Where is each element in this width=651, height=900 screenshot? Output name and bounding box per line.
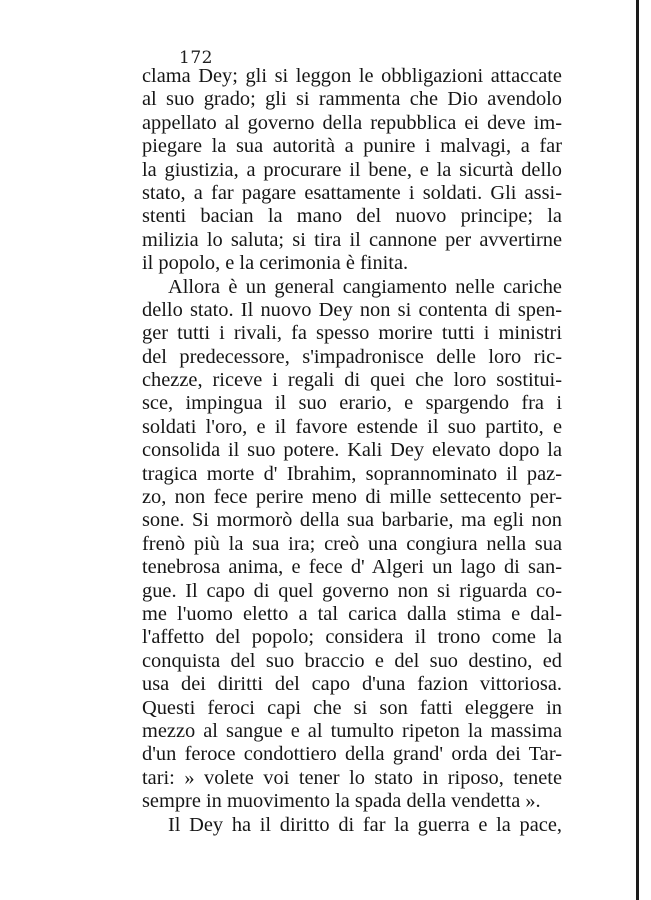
text-line: chezze, riceve i regali di quei che loro sostitui- [142,369,562,392]
text-line: piegare la sua autorità a punire i malvagi, a far [142,135,562,158]
text-line: conquista del suo braccio e del suo destino, ed [142,649,562,672]
text-line: ger tutti i rivali, fa spesso morire tutti i ministri [142,322,562,345]
text-line: Questi feroci capi che si son fatti eleggere in [142,696,562,719]
text-line: sone. Si mormorò della sua barbarie, ma egli non [142,509,562,532]
text-line: frenò più la sua ira; creò una congiura nella sua [142,532,562,555]
text-line: tragica morte d' Ibrahim, soprannominato il paz- [142,462,562,485]
text-line: sce, impingua il suo erario, e spargendo fra i [142,392,562,415]
text-line: Allora è un general cangiamento nelle cariche [168,275,562,298]
text-line: soldati l'oro, e il favore estende il suo partito, e [142,415,562,438]
text-line: appellato al governo della repubblica ei deve im- [142,111,562,134]
text-line: milizia lo saluta; si tira il cannone per avvertirne [142,228,562,251]
text-line: mezzo al sangue e al tumulto ripeton la massima [142,719,562,742]
text-line: il popolo, e la cerimonia è finita. [142,252,409,275]
text-line: l'affetto del popolo; considera il trono come la [142,626,562,649]
body-text [142,65,562,837]
text-line: me l'uomo eletto a tal carica dalla stima e dal- [142,602,562,625]
text-line: stenti bacian la mano del nuovo principe; la [142,205,562,228]
text-line: sempre in muovimento la spada della vendetta ». [142,790,541,813]
page-edge-divider [636,0,639,900]
text-line: usa dei diritti del capo d'una fazion vittoriosa. [142,673,562,696]
text-line: tari: » volete voi tener lo stato in riposo, tenete [142,766,562,789]
text-line: del predecessore, s'impadronisce delle loro ric- [142,345,562,368]
text-line: la giustizia, a procurare il bene, e la sicurtà dello [142,158,562,181]
text-line: stato, a far pagare esattamente i soldati. Gli assi- [142,181,562,204]
text-line: consolida il suo potere. Kali Dey elevato dopo la [142,439,562,462]
text-line: zo, non fece perire meno di mille settecento per- [142,486,562,509]
text-line: al suo grado; gli si rammenta che Dio avendolo [142,88,562,111]
page-number: 172 [179,48,213,68]
text-line: clama Dey; gli si leggon le obbligazioni attaccate [142,65,562,87]
text-line: dello stato. Il nuovo Dey non si contenta di spen- [142,298,562,321]
text-line: tenebrosa anima, e fece d' Algeri un lago di san- [142,556,562,579]
text-line: Il Dey ha il diritto di far la guerra e la pace, [168,813,562,836]
text-line: gue. Il capo di quel governo non si riguarda co- [142,579,562,602]
text-line: d'un feroce condottiero della grand' orda dei Tar- [142,743,562,766]
